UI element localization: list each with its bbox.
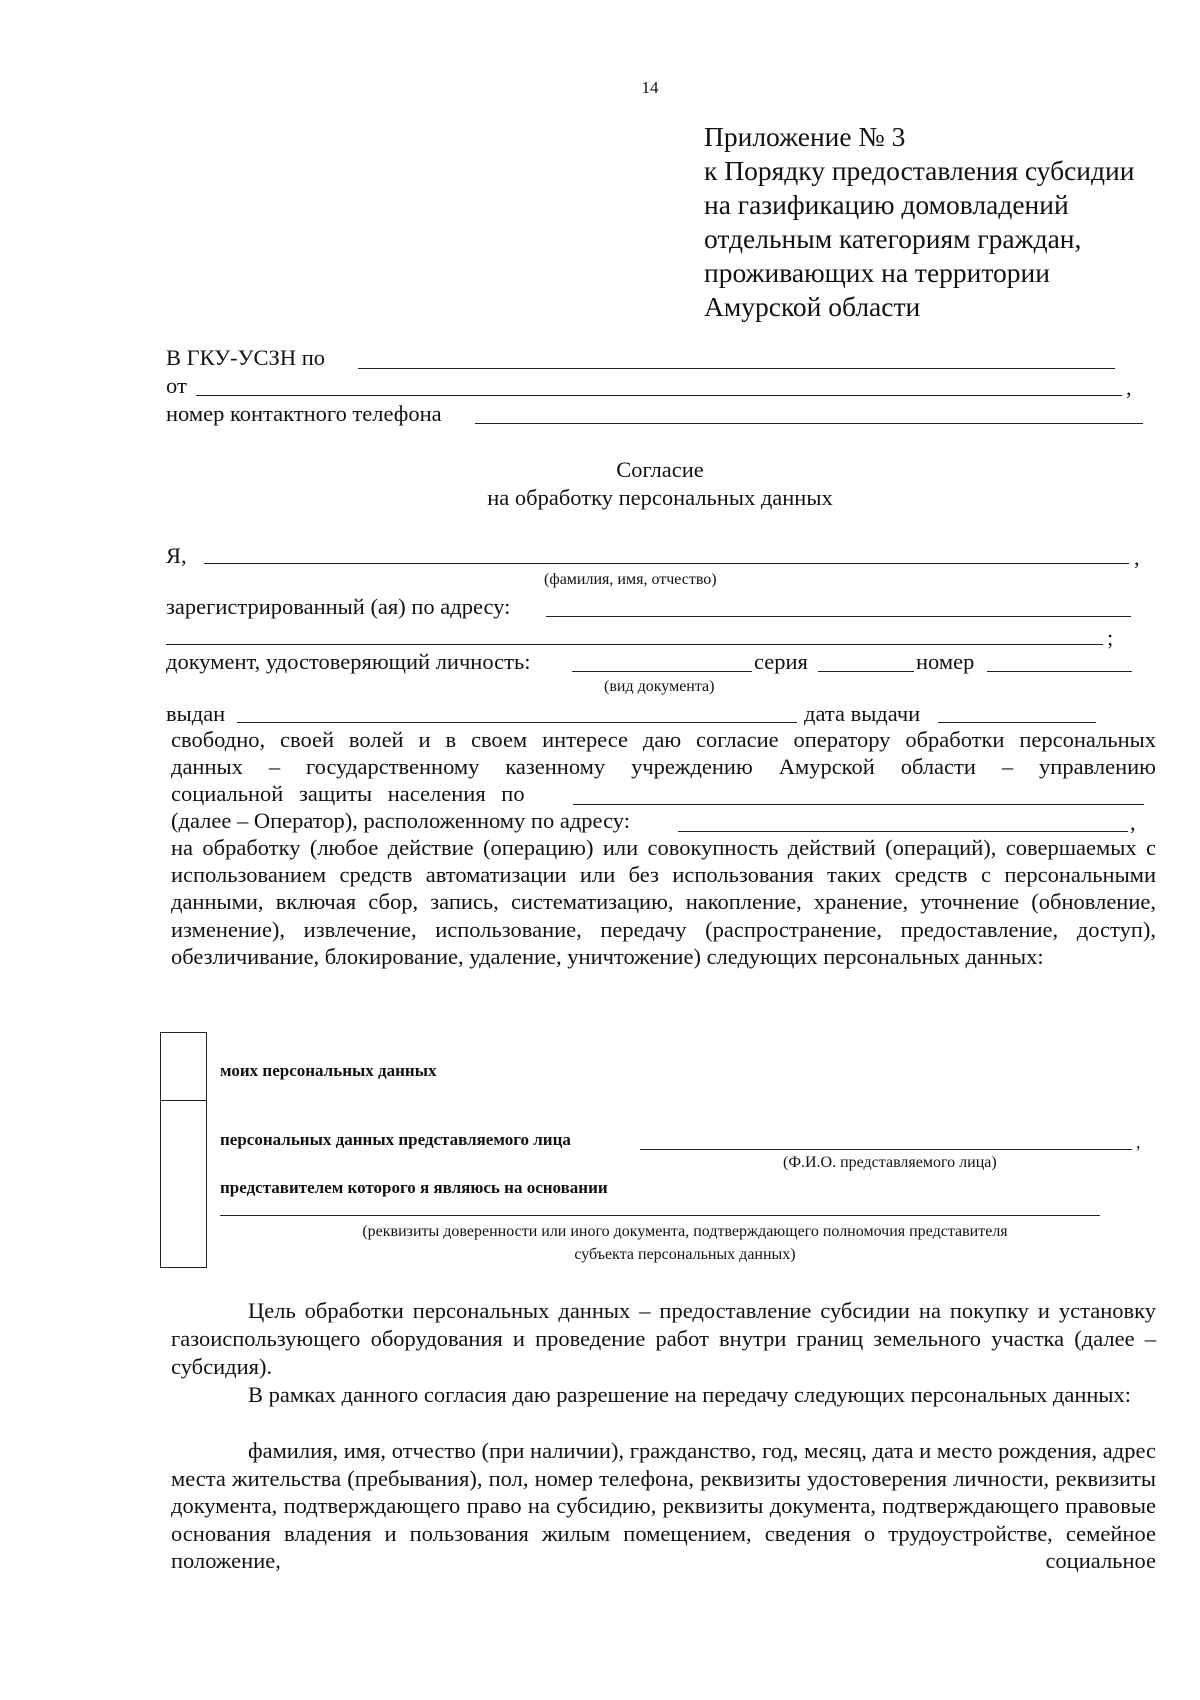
issued-by-label: выдан <box>166 701 226 726</box>
registered-address-field[interactable] <box>546 616 1131 617</box>
operator-address-label: (далее – Оператор), расположенному по адресу: <box>171 808 630 833</box>
represented-data-checkbox[interactable] <box>160 1100 207 1268</box>
number-field[interactable] <box>987 671 1132 672</box>
represented-person-hint: (Ф.И.О. представляемого лица) <box>783 1154 997 1171</box>
appendix-line: Амурской области <box>704 291 921 322</box>
registered-address-field-line2[interactable] <box>166 644 1103 645</box>
from-label: от <box>166 373 187 398</box>
phone-field[interactable] <box>475 423 1143 424</box>
page-number: 14 <box>641 78 659 97</box>
operator-address-comma: , <box>1130 810 1136 835</box>
data-list-paragraph: фамилия, имя, отчество (при наличии), гражданство, год, месяц, дата и место рождения, адрес места жительства (пребывания), пол, номер телефона, реквизиты удостоверения личности, реквизиты документа, подтверждающего право на субсидию, реквизиты документа, подтверждающего правовые основания владения и пользования жилым помещением, сведения о трудоустройстве, семейное положение, социальное <box>171 1438 1156 1574</box>
represented-person-name-field[interactable] <box>640 1149 1132 1150</box>
series-label: серия <box>754 649 808 674</box>
document-title: Согласие <box>616 457 704 482</box>
represented-comma: , <box>1136 1132 1141 1152</box>
full-name-comma: , <box>1134 545 1140 570</box>
basis-hint-line-1: (реквизиты доверенности или иного документа, подтверждающего полномочия представителя <box>362 1223 1008 1240</box>
appendix-header <box>704 120 1134 324</box>
document-type-hint: (вид документа) <box>604 678 715 695</box>
full-name-hint: (фамилия, имя, отчество) <box>544 571 717 588</box>
issue-date-field[interactable] <box>938 722 1096 723</box>
processing-paragraph: на обработку (любое действие (операцию) или совокупность действий (операций), совершаемых с использованием средств автоматизации или без использования таких средств с персональными данными, включая сбор, запись, систематизацию, накопление, хранение, уточнение (обновление, изменение), извлечение, использование, передачу (распространение, предоставление, доступ), обезличивание, блокирование, удаление, уничтожение) следующих персональных данных: <box>171 835 1156 969</box>
consent-authority-label: социальной защиты населения по <box>171 781 525 806</box>
i-label: Я, <box>166 543 187 568</box>
own-data-checkbox[interactable] <box>160 1032 207 1102</box>
full-name-field[interactable] <box>204 563 1129 564</box>
phone-label: номер контактного телефона <box>166 401 442 426</box>
address-semicolon: ; <box>1107 625 1114 650</box>
basis-hint-line-2: субъекта персональных данных) <box>574 1246 796 1263</box>
id-document-label: документ, удостоверяющий личность: <box>166 649 531 674</box>
own-data-option-label: моих персональных данных <box>220 1061 437 1080</box>
from-name-field[interactable] <box>196 395 1122 396</box>
representation-basis-field[interactable] <box>220 1215 1100 1216</box>
operator-address-field[interactable] <box>678 831 1128 832</box>
series-field[interactable] <box>818 671 914 672</box>
consent-line-1: свободно, своей волей и в своем интересе даю согласие оператору обработки персональных <box>171 727 1156 752</box>
issue-date-label: дата выдачи <box>804 701 921 726</box>
appendix-line: проживающих на территории <box>704 257 1050 288</box>
document-subtitle: на обработку персональных данных <box>487 485 833 510</box>
issued-by-field[interactable] <box>237 722 797 723</box>
appendix-line: Приложение № 3 <box>704 121 906 152</box>
represented-data-option-label: персональных данных представляемого лица <box>220 1130 571 1149</box>
transfer-paragraph: В рамках данного согласия даю разрешение на передачу следующих персональных данных: <box>248 1382 1132 1407</box>
id-document-type-field[interactable] <box>572 671 752 672</box>
from-comma: , <box>1126 375 1132 400</box>
representation-basis-label: представителем которого я являюсь на основании <box>220 1178 608 1197</box>
registered-address-label: зарегистрированный (ая) по адресу: <box>166 594 511 619</box>
appendix-line: отдельным категориям граждан, <box>704 223 1082 254</box>
to-office-field[interactable] <box>358 368 1115 369</box>
consent-line-2: данных – государственному казенному учреждению Амурской области – управлению <box>171 754 1156 779</box>
number-label: номер <box>916 649 975 674</box>
appendix-line: к Порядку предоставления субсидии <box>704 155 1135 186</box>
purpose-paragraph: Цель обработки персональных данных – предоставление субсидии на покупку и установку газоиспользующего оборудования и проведение работ внутри границ земельного участка (далее – субсидия). <box>171 1298 1156 1379</box>
authority-region-field[interactable] <box>573 804 1144 805</box>
appendix-line: на газификацию домовладений <box>704 189 1069 220</box>
to-label: В ГКУ-УСЗН по <box>166 345 325 370</box>
